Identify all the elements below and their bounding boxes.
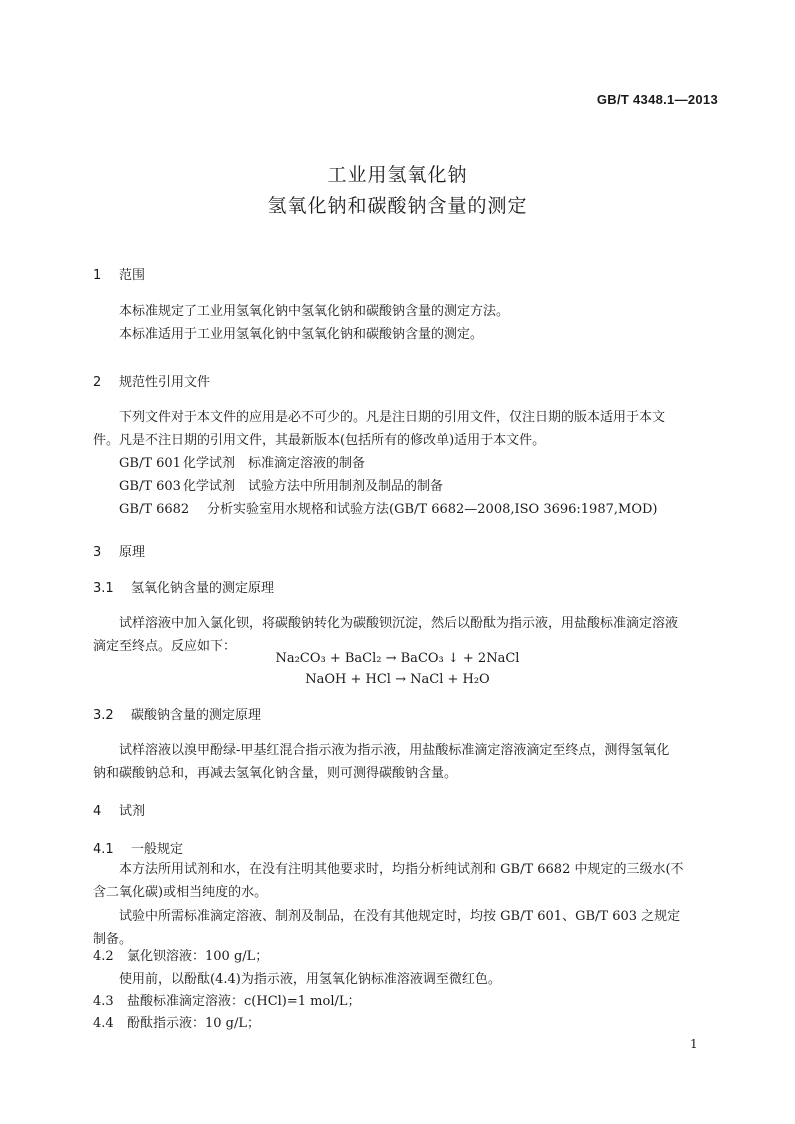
subsection-number: 3.1 [93,581,114,596]
section-3-heading [93,541,145,560]
paragraph-line: 钠和碳酸钠总和，再减去氢氧化钠含量，则可测得碳酸钠含量。 [93,766,458,781]
paragraph: 本标准规定了工业用氢氧化钠中氢氧化钠和碳酸钠含量的测定方法。 [119,304,510,319]
reference-code: GB/T 601 [119,456,181,471]
section-number: 3 [93,545,102,560]
chemical-equation: NaOH + HCl → NaCl + H₂O [305,672,490,687]
clause-note: 使用前，以酚酞(4.4)为指示液，用氢氧化钠标准溶液调至微红色。 [119,972,501,987]
reference-code: GB/T 603 [119,479,181,494]
subsection-title: 氢氧化钠含量的测定原理 [131,581,275,596]
section-title: 规范性引用文件 [119,375,211,390]
document-title-line1: 工业用氢氧化钠 [327,164,468,186]
paragraph-line: 试验中所需标准滴定溶液、制剂及制品，在没有其他规定时，均按 GB/T 601、GB/T 603 之规定 [119,909,681,924]
section-number: 2 [93,375,102,390]
clause-text: 盐酸标准滴定溶液：c(HCl)=1 mol/L； [127,994,361,1009]
subsection-4-1-heading [93,838,183,857]
clause-4-4 [93,1012,260,1035]
chemical-equation: Na₂CO₃ + BaCl₂ → BaCO₃ ↓ + 2NaCl [275,651,520,666]
paragraph-line: 含二氧化碳)或相当纯度的水。 [93,885,268,900]
section-title: 范围 [119,268,146,283]
section-title: 原理 [119,545,146,560]
subsection-number: 4.1 [93,842,114,857]
reference-item [119,475,443,498]
clause-number: 4.2 [93,949,114,964]
paragraph-line: 制备。 [93,932,133,947]
clause-number: 4.4 [93,1016,114,1031]
subsection-3-1-heading [93,577,274,596]
clause-text: 酚酞指示液：10 g/L； [127,1016,261,1031]
paragraph-line: 试样溶液以溴甲酚绿-甲基红混合指示液为指示液，用盐酸标准滴定溶液滴定至终点，测得氢氧化 [119,743,670,758]
clause-4-3 [93,990,361,1013]
reference-title: 化学试剂 标准滴定溶液的制备 [183,456,366,471]
reference-item [119,498,657,521]
paragraph: 本标准适用于工业用氢氧化钠中氢氧化钠和碳酸钠含量的测定。 [119,327,484,342]
subsection-3-2-heading [93,704,261,723]
section-title: 试剂 [119,804,146,819]
paragraph-line: 件。凡是不注日期的引用文件，其最新版本(包括所有的修改单)适用于本文件。 [93,433,546,448]
paragraph-line: 下列文件对于本文件的应用是必不可少的。凡是注日期的引用文件，仅注日期的版本适用于本文 [119,410,666,425]
reference-title: 分析实验室用水规格和试验方法(GB/T 6682—2008,ISO 3696:1987,MOD) [207,502,658,517]
page-number: 1 [690,1037,698,1051]
section-4-heading [93,800,145,819]
paragraph-line: 本方法所用试剂和水，在没有注明其他要求时，均指分析纯试剂和 GB/T 6682 中规定的三级水(不 [119,862,684,877]
clause-text: 氯化钡溶液：100 g/L； [127,949,269,964]
paragraph-line: 滴定至终点。反应如下： [93,639,237,654]
reference-code: GB/T 6682 [119,502,190,517]
document-title-line2: 氢氧化钠和碳酸钠含量的测定 [267,195,528,217]
section-number: 1 [93,268,102,283]
section-2-heading [93,371,210,390]
section-1-heading [93,264,145,283]
paragraph-line: 试样溶液中加入氯化钡，将碳酸钠转化为碳酸钡沉淀，然后以酚酞为指示液，用盐酸标准滴定溶液 [119,616,679,631]
subsection-title: 一般规定 [131,842,184,857]
standard-code: GB/T 4348.1—2013 [596,92,718,107]
reference-title: 化学试剂 试验方法中所用制剂及制品的制备 [183,479,444,494]
reference-item [119,452,365,475]
clause-4-2 [93,945,268,968]
section-number: 4 [93,804,102,819]
clause-number: 4.3 [93,994,114,1009]
subsection-title: 碳酸钠含量的测定原理 [131,708,262,723]
subsection-number: 3.2 [93,708,114,723]
